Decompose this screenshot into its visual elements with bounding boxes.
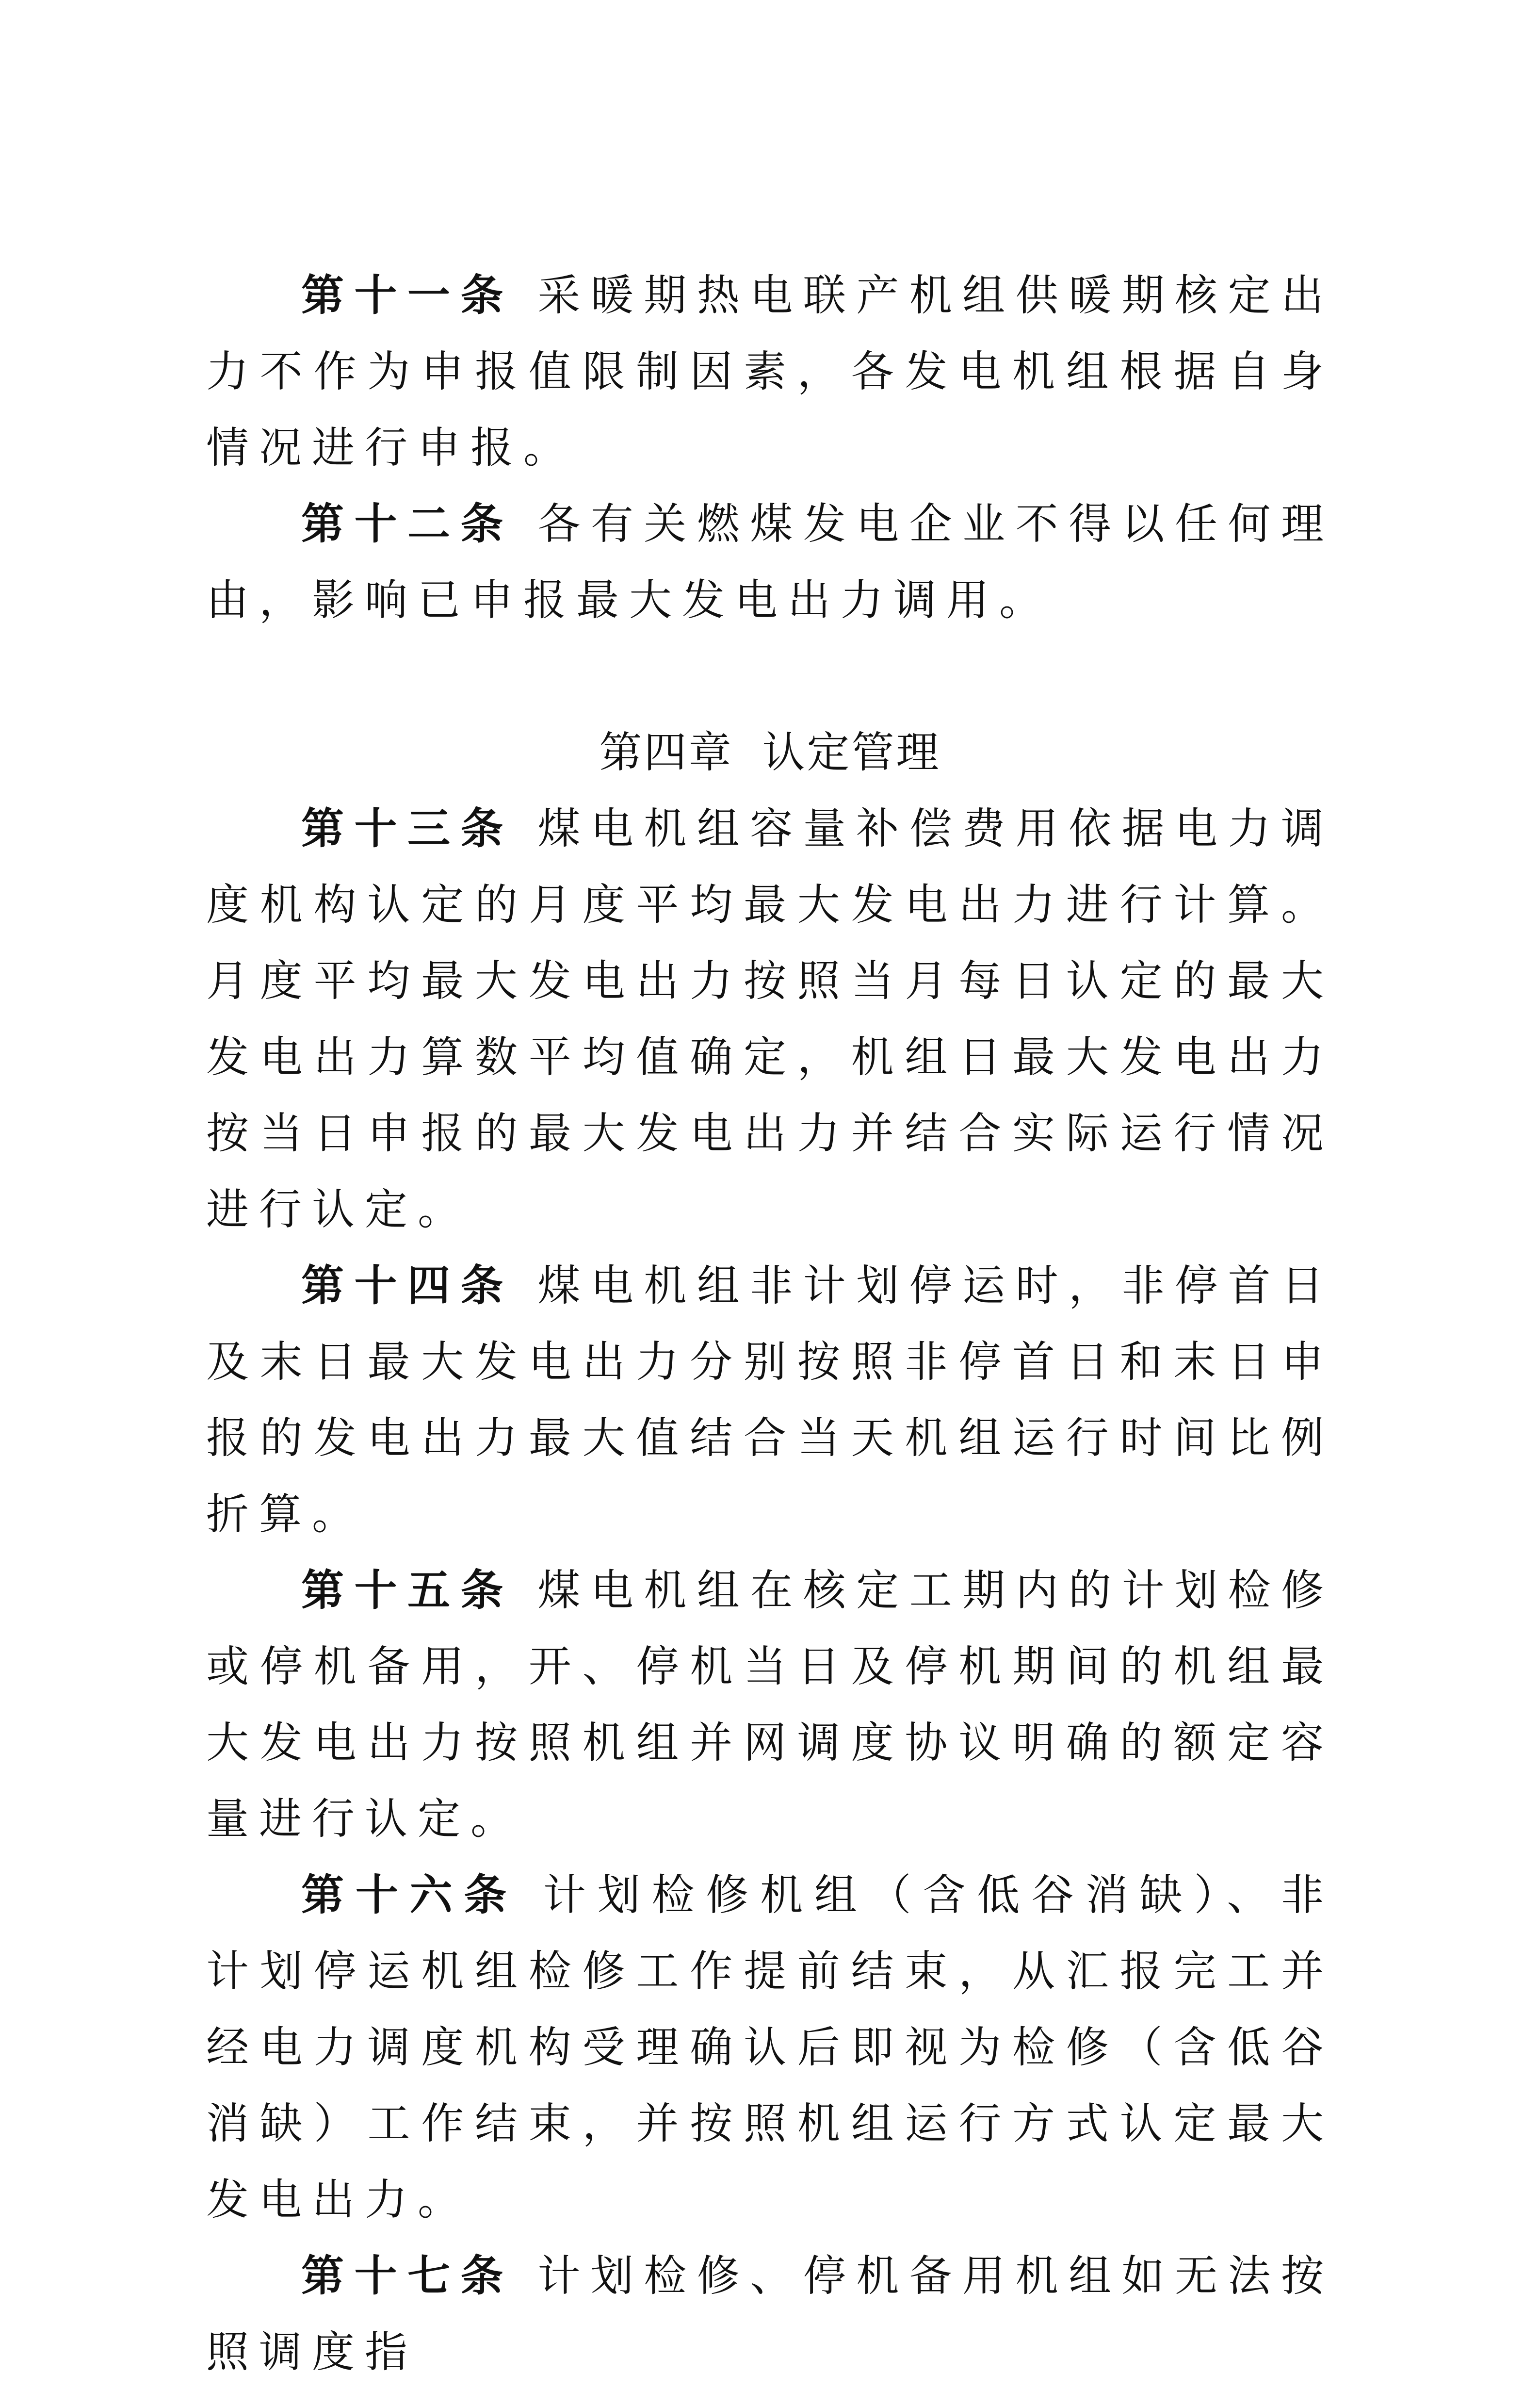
- article-text: 采暖期热电联产机组供暖期核定出力不作为申报值限制因素，各发电机组根据自身情况进行申报。: [206, 270, 1334, 473]
- article-label: 第十一条: [301, 270, 514, 320]
- article-text: 煤电机组容量补偿费用依据电力调度机构认定的月度平均最大发电出力进行计算。月度平均最大发电出力按照当月每日认定的最大发电出力算数平均值确定，机组日最大发电出力按当日申报的最大发电出力并结合实际运行情况进行认定。: [206, 803, 1334, 1234]
- chapter-number: 第四章: [599, 727, 733, 777]
- article-label: 第十三条: [301, 803, 514, 853]
- article-15: [206, 1552, 1334, 1857]
- article-label: 第十二条: [301, 498, 514, 549]
- article-12: [206, 486, 1334, 638]
- article-17: [206, 2238, 1334, 2390]
- article-label: 第十六条: [301, 1869, 519, 1920]
- article-label: 第十七条: [301, 2250, 514, 2301]
- article-13: [206, 790, 1334, 1247]
- article-label: 第十四条: [301, 1260, 514, 1310]
- article-label: 第十五条: [301, 1565, 514, 1615]
- chapter-title: 认定管理: [762, 727, 941, 777]
- article-text: 计划检修、停机备用机组如无法按照调度指: [206, 2251, 1334, 2377]
- article-14: [206, 1247, 1334, 1552]
- article-text: 计划检修机组（含低谷消缺）、非计划停运机组检修工作提前结束，从汇报完工并经电力调度机构受理确认后即视为检修（含低谷消缺）工作结束，并按照机组运行方式认定最大发电出力。: [206, 1870, 1334, 2225]
- article-text: 煤电机组非计划停运时，非停首日及末日最大发电出力分别按照非停首日和末日申报的发电出力最大值结合当天机组运行时间比例折算。: [206, 1260, 1334, 1539]
- article-16: [206, 1857, 1334, 2238]
- chapter-heading: [206, 714, 1334, 790]
- article-11: [206, 257, 1334, 486]
- article-text: 各有关燃煤发电企业不得以任何理由，影响已申报最大发电出力调用。: [206, 499, 1334, 625]
- article-text: 煤电机组在核定工期内的计划检修或停机备用，开、停机当日及停机期间的机组最大发电出力按照机组并网调度协议明确的额定容量进行认定。: [206, 1565, 1334, 1844]
- text-column: [206, 257, 1334, 2390]
